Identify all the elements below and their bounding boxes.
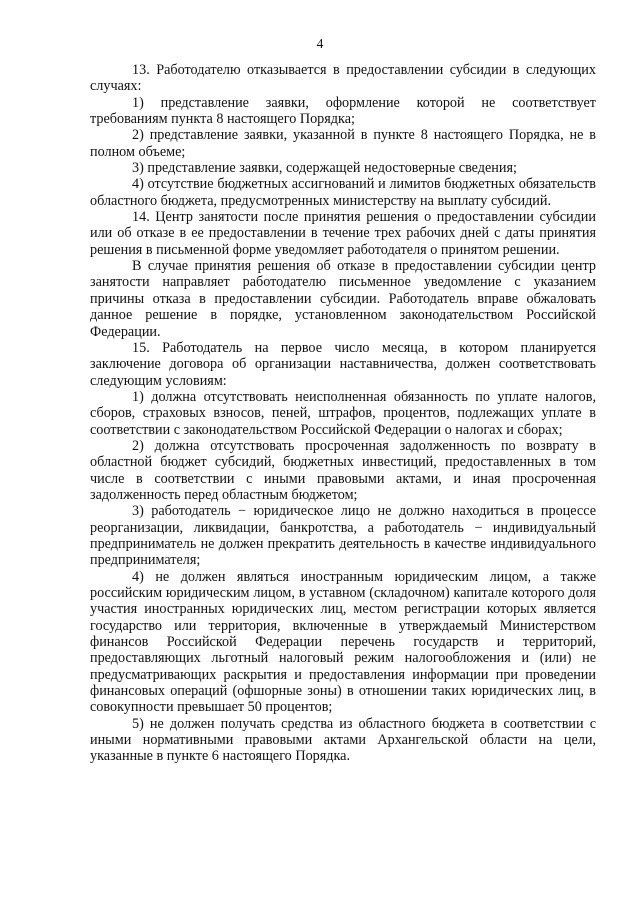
document-body [90, 62, 596, 765]
paragraph-15-item-3: 3) работодатель − юридическое лицо не должно находиться в процессе реорганизации, ликвидации, банкротства, а работодатель − индивидуальный предприниматель не должен прекратить деятельность в качестве индивидуального предпринимателя; [90, 503, 596, 569]
paragraph-14-refusal: В случае принятия решения об отказе в предоставлении субсидии центр занятости направляет работодателю письменное уведомление с указанием причины отказа в предоставлении субсидии. Работодатель вправе обжаловать данное решение в порядке, установленном законодательством Российской Федерации. [90, 258, 596, 340]
paragraph-13-item-3: 3) представление заявки, содержащей недостоверные сведения; [132, 160, 517, 177]
paragraph-13-item-2: 2) представление заявки, указанной в пункте 8 настоящего Порядка, не в полном объеме; [90, 127, 596, 160]
paragraph-13-item-4: 4) отсутствие бюджетных ассигнований и лимитов бюджетных обязательств областного бюджета, предусмотренных министерству на выплату субсидий. [90, 176, 596, 209]
page-number: 4 [316, 36, 324, 51]
paragraph-15: 15. Работодатель на первое число месяца, в котором планируется заключение договора об организации наставничества, должен соответствовать следующим условиям: [90, 339, 596, 389]
paragraph-13-item-1: 1) представление заявки, оформление которой не соответствует требованиям пункта 8 настоящего Порядка; [90, 94, 596, 128]
paragraph-14: 14. Центр занятости после принятия решения о предоставлении субсидии или об отказе в ее предоставлении в течение трех рабочих дней с даты принятия решения в письменной форме уведомляет работодателя о принятом решении. [90, 209, 596, 258]
paragraph-15-item-1: 1) должна отсутствовать неисполненная обязанность по уплате налогов, сборов, страховых взносов, пеней, штрафов, процентов, подлежащих уплате в соответствии с законодательством Российской Федерации о налогах и сборах; [90, 388, 596, 438]
paragraph-15-item-5: 5) не должен получать средства из областного бюджета в соответствии с иными нормативными правовыми актами Архангельской области на цели, указанные в пункте 6 настоящего Порядка. [90, 715, 596, 765]
paragraph-15-item-2: 2) должна отсутствовать просроченная задолженность по возврату в областной бюджет субсидий, бюджетных инвестиций, предоставленных в том числе в соответствии с иными правовыми актами, и иная просроченная задолженность перед областным бюджетом; [90, 437, 596, 503]
paragraph-15-item-4: 4) не должен являться иностранным юридическим лицом, а также российским юридическим лицом, в уставном (складочном) капитале которого доля участия иностранных юридических лиц, местом регистрации которых является государство или территория, включенные в утверждаемый Министерством финансов Российской Федерации перечень государств и территорий, предоставляющих льготный налоговый режим налогообложения и (или) не предусматривающих раскрытия и предоставления информации при проведении финансовых операций (офшорные зоны) в отношении таких юридических лиц, в совокупности превышает 50 процентов; [90, 568, 596, 716]
paragraph-13: 13. Работодателю отказывается в предоставлении субсидии в следующих случаях: [90, 62, 596, 95]
